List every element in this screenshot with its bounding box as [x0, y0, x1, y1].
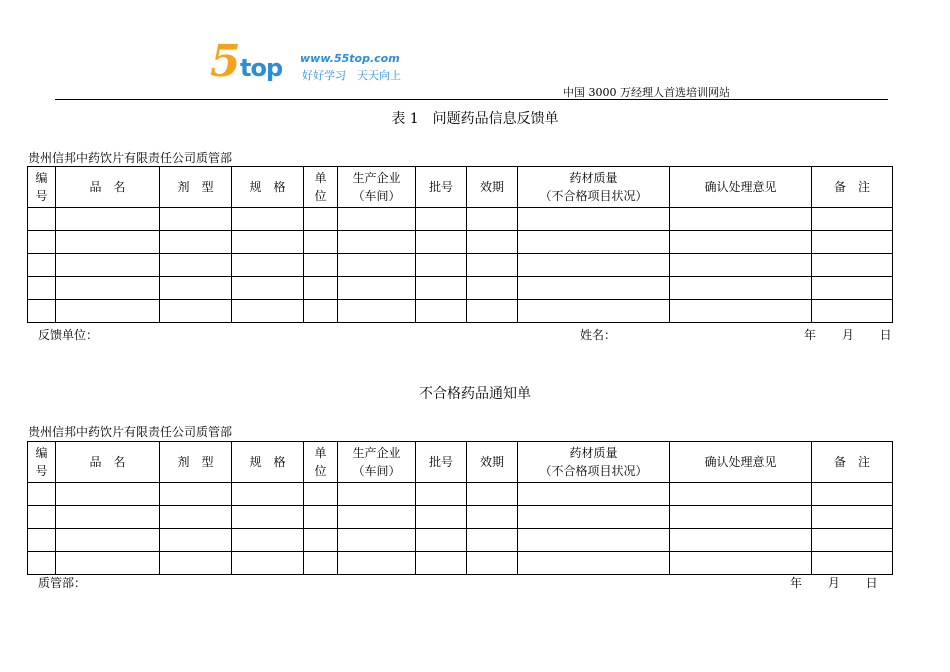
column-header-line2: （不合格项目状况） — [539, 464, 648, 478]
column-header — [670, 167, 812, 208]
column-header-line1: 效期 — [479, 180, 504, 194]
column-header-line1: 药材质量 — [569, 446, 618, 460]
form-cell[interactable] — [416, 529, 467, 552]
form-cell[interactable] — [467, 506, 518, 529]
table-row — [28, 552, 893, 575]
column-header-line1: 备 注 — [833, 455, 870, 469]
form-cell[interactable] — [812, 277, 893, 300]
form-cell[interactable] — [160, 254, 232, 277]
column-header — [232, 167, 304, 208]
column-header-line1: 单 — [314, 171, 327, 185]
form-cell[interactable] — [56, 277, 160, 300]
form-cell[interactable] — [670, 506, 812, 529]
form-cell[interactable] — [416, 254, 467, 277]
form-cell[interactable] — [338, 300, 416, 323]
form-cell[interactable] — [56, 208, 160, 231]
form-cell[interactable] — [304, 300, 338, 323]
form-cell[interactable] — [160, 277, 232, 300]
form-cell[interactable] — [304, 277, 338, 300]
form-cell[interactable] — [56, 506, 160, 529]
column-header-line2: 位 — [314, 464, 327, 478]
form2-table — [27, 441, 893, 575]
form-cell[interactable] — [518, 552, 670, 575]
form-cell[interactable] — [304, 552, 338, 575]
form-cell[interactable] — [28, 208, 56, 231]
form-cell[interactable] — [304, 231, 338, 254]
table-row — [28, 208, 893, 231]
column-header — [416, 167, 467, 208]
form-cell[interactable] — [160, 506, 232, 529]
column-header — [338, 442, 416, 483]
column-header-line2: 位 — [314, 189, 327, 203]
form-cell[interactable] — [232, 529, 304, 552]
form-cell[interactable] — [232, 254, 304, 277]
form-cell[interactable] — [232, 300, 304, 323]
form-cell[interactable] — [338, 277, 416, 300]
column-header — [670, 442, 812, 483]
form1-table — [27, 166, 893, 323]
column-header-line1: 单 — [314, 446, 327, 460]
form-cell[interactable] — [160, 208, 232, 231]
form-cell[interactable] — [160, 529, 232, 552]
table-row — [28, 506, 893, 529]
site-logo — [210, 36, 420, 90]
logo-word: top — [240, 54, 283, 82]
logo-url: www.55top.com — [300, 52, 400, 65]
column-header — [232, 442, 304, 483]
form2-company: 贵州信邦中药饮片有限责任公司质管部 — [28, 425, 233, 439]
logo-slogan: 好好学习 天天向上 — [302, 69, 401, 82]
form-cell[interactable] — [232, 208, 304, 231]
form2-date-label: 年 月 日 — [790, 576, 878, 590]
form-cell[interactable] — [467, 483, 518, 506]
form-cell[interactable] — [28, 483, 56, 506]
form-cell[interactable] — [338, 529, 416, 552]
form-cell[interactable] — [416, 483, 467, 506]
form-cell[interactable] — [416, 552, 467, 575]
form-cell[interactable] — [160, 552, 232, 575]
form-cell[interactable] — [28, 254, 56, 277]
form-cell[interactable] — [518, 483, 670, 506]
form-cell[interactable] — [812, 254, 893, 277]
column-header — [160, 167, 232, 208]
column-header-line1: 确认处理意见 — [704, 455, 777, 469]
form-cell[interactable] — [160, 483, 232, 506]
column-header-line1: 编 — [35, 446, 48, 460]
form-cell[interactable] — [338, 483, 416, 506]
form-cell[interactable] — [518, 254, 670, 277]
table-row — [28, 231, 893, 254]
column-header-line1: 编 — [35, 171, 48, 185]
form-cell[interactable] — [232, 506, 304, 529]
form-cell[interactable] — [56, 529, 160, 552]
column-header-line2: 号 — [35, 464, 48, 478]
form-cell[interactable] — [518, 277, 670, 300]
form-cell[interactable] — [467, 231, 518, 254]
column-header-line2: 号 — [35, 189, 48, 203]
form1-company: 贵州信邦中药饮片有限责任公司质管部 — [28, 151, 233, 165]
form-cell[interactable] — [232, 277, 304, 300]
column-header-line1: 剂 型 — [177, 180, 214, 194]
table-row — [28, 277, 893, 300]
form-cell[interactable] — [232, 231, 304, 254]
form-cell[interactable] — [812, 231, 893, 254]
column-header — [338, 167, 416, 208]
form-cell[interactable] — [56, 483, 160, 506]
form-cell[interactable] — [304, 208, 338, 231]
form-cell[interactable] — [670, 483, 812, 506]
form-cell[interactable] — [518, 506, 670, 529]
form-cell[interactable] — [812, 208, 893, 231]
column-header-line1: 效期 — [479, 455, 504, 469]
form-cell[interactable] — [232, 483, 304, 506]
form-cell[interactable] — [467, 529, 518, 552]
form-cell[interactable] — [812, 300, 893, 323]
form-cell[interactable] — [28, 231, 56, 254]
table-row — [28, 529, 893, 552]
header-divider — [55, 99, 888, 100]
form-cell[interactable] — [670, 208, 812, 231]
form-cell[interactable] — [304, 506, 338, 529]
form-cell[interactable] — [416, 300, 467, 323]
column-header-line1: 规 格 — [249, 180, 286, 194]
form-cell[interactable] — [416, 506, 467, 529]
column-header — [304, 442, 338, 483]
column-header — [812, 442, 893, 483]
form-cell[interactable] — [670, 254, 812, 277]
form-cell[interactable] — [518, 208, 670, 231]
form-cell[interactable] — [518, 231, 670, 254]
table-row — [28, 254, 893, 277]
column-header — [467, 442, 518, 483]
form-cell[interactable] — [416, 277, 467, 300]
form-cell[interactable] — [304, 254, 338, 277]
form-cell[interactable] — [338, 254, 416, 277]
form2-title: 不合格药品通知单 — [419, 386, 531, 402]
column-header — [160, 442, 232, 483]
column-header-line2: （车间） — [352, 464, 401, 478]
form-cell[interactable] — [232, 552, 304, 575]
form-cell[interactable] — [812, 552, 893, 575]
column-header-line1: 生产企业 — [352, 446, 401, 460]
column-header — [56, 167, 160, 208]
form1-name-label: 姓名： — [580, 328, 617, 342]
form-cell[interactable] — [416, 231, 467, 254]
column-header — [304, 167, 338, 208]
column-header — [416, 442, 467, 483]
form-cell[interactable] — [338, 506, 416, 529]
form-cell[interactable] — [304, 483, 338, 506]
form-cell[interactable] — [338, 231, 416, 254]
form-cell[interactable] — [338, 208, 416, 231]
form1-title: 表 1 问题药品信息反馈单 — [391, 111, 559, 127]
site-tagline: 中国 3000 万经理人首选培训网站 — [563, 86, 730, 99]
form-cell[interactable] — [812, 529, 893, 552]
form-cell[interactable] — [670, 277, 812, 300]
column-header-line1: 药材质量 — [569, 171, 618, 185]
form-cell[interactable] — [28, 300, 56, 323]
column-header-line1: 确认处理意见 — [704, 180, 777, 194]
column-header-line2: （车间） — [352, 189, 401, 203]
table-row — [28, 300, 893, 323]
table-row — [28, 483, 893, 506]
column-header-line1: 批号 — [428, 180, 453, 194]
form-cell[interactable] — [467, 300, 518, 323]
form-cell[interactable] — [518, 300, 670, 323]
form-cell[interactable] — [812, 506, 893, 529]
column-header-line1: 生产企业 — [352, 171, 401, 185]
table-header-row — [28, 167, 893, 208]
column-header-line1: 规 格 — [249, 455, 286, 469]
column-header-line1: 批号 — [428, 455, 453, 469]
form-cell[interactable] — [160, 300, 232, 323]
form-cell[interactable] — [670, 231, 812, 254]
form-cell[interactable] — [467, 208, 518, 231]
form-cell[interactable] — [28, 277, 56, 300]
form-cell[interactable] — [160, 231, 232, 254]
column-header-line1: 品 名 — [89, 455, 126, 469]
form-cell[interactable] — [338, 552, 416, 575]
column-header-line1: 备 注 — [833, 180, 870, 194]
form-cell[interactable] — [518, 529, 670, 552]
form1-feedback-unit-label: 反馈单位： — [38, 328, 99, 342]
column-header-line2: （不合格项目状况） — [539, 189, 648, 203]
form-cell[interactable] — [467, 254, 518, 277]
form-cell[interactable] — [56, 254, 160, 277]
logo-digit: 5 — [210, 36, 241, 87]
form-cell[interactable] — [304, 529, 338, 552]
form2-qa-dept-label: 质管部： — [38, 576, 87, 590]
column-header — [28, 442, 56, 483]
column-header — [812, 167, 893, 208]
form-cell[interactable] — [670, 300, 812, 323]
form-cell[interactable] — [56, 552, 160, 575]
form-cell[interactable] — [28, 506, 56, 529]
form-cell[interactable] — [670, 552, 812, 575]
column-header — [518, 442, 670, 483]
form-cell[interactable] — [56, 231, 160, 254]
column-header — [56, 442, 160, 483]
column-header — [467, 167, 518, 208]
column-header-line1: 剂 型 — [177, 455, 214, 469]
column-header — [28, 167, 56, 208]
form-cell[interactable] — [56, 300, 160, 323]
form1-date-label: 年 月 日 — [804, 328, 892, 342]
form-cell[interactable] — [670, 529, 812, 552]
form-cell[interactable] — [467, 552, 518, 575]
table-header-row — [28, 442, 893, 483]
form-cell[interactable] — [28, 552, 56, 575]
form-cell[interactable] — [28, 529, 56, 552]
form-cell[interactable] — [812, 483, 893, 506]
column-header-line1: 品 名 — [89, 180, 126, 194]
column-header — [518, 167, 670, 208]
form-cell[interactable] — [467, 277, 518, 300]
form-cell[interactable] — [416, 208, 467, 231]
